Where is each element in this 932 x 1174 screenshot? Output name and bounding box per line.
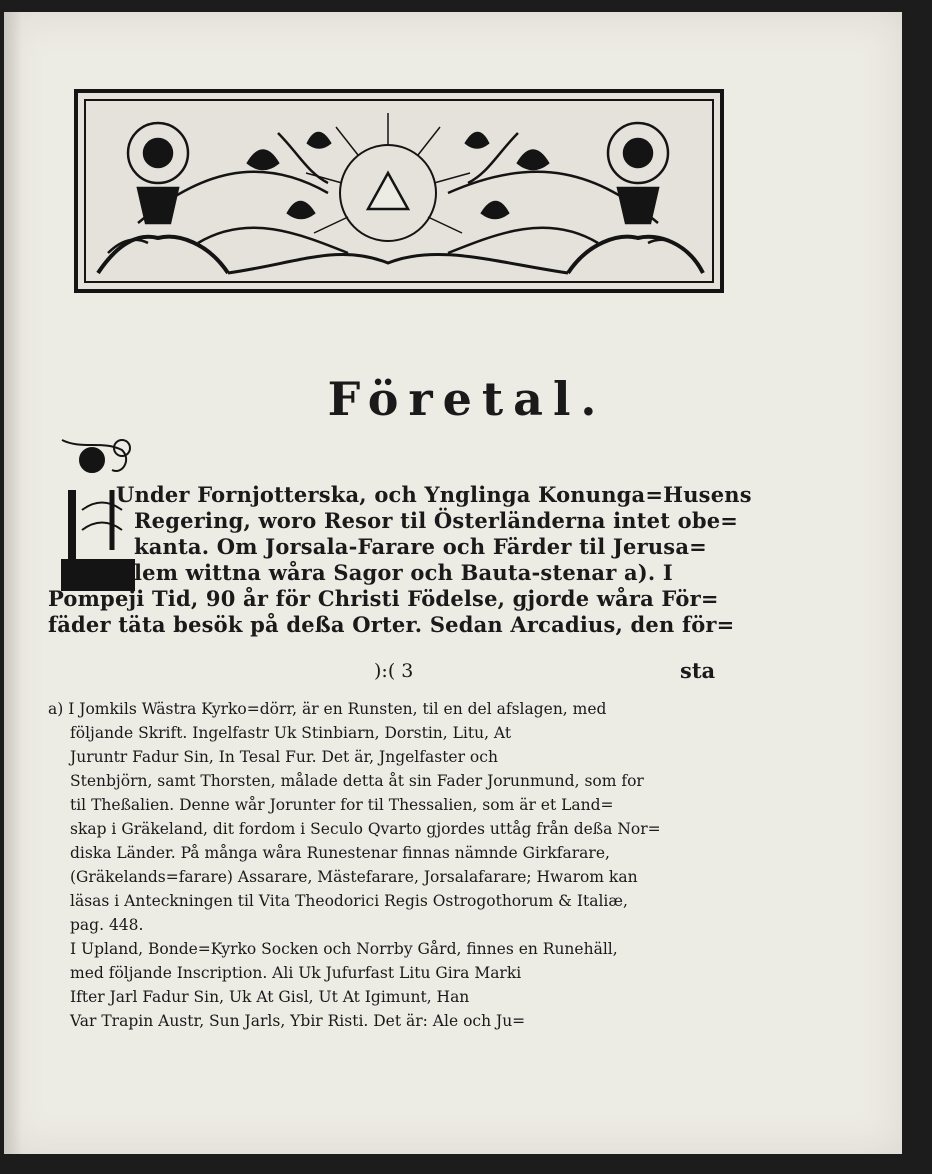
footnote-line: Stenbjörn, samt Thorsten, målade detta åt sin Fader Jorunmund, som for	[70, 772, 644, 790]
footnote-line: följande Skrift. Ingelfastr Uk Stinbiarn, Dorstin, Litu, At	[70, 724, 512, 742]
body-text-line: Pompeji Tid, 90 år för Christi Födelse, gjorde wåra För=	[48, 586, 719, 611]
drop-cap-ornament	[52, 430, 142, 596]
footnote-line: diska Länder. På många wåra Runestenar finnas nämnde Girkfarare,	[70, 844, 610, 862]
footnote-line: Juruntr Fadur Sin, In Tesal Fur. Det är, Jngelfaster och	[70, 748, 498, 766]
page-title: Företal.	[327, 372, 607, 426]
catchword: sta	[680, 658, 716, 683]
footnote-line: läsas i Anteckningen til Vita Theodorici Regis Ostrogothorum & Italiæ,	[70, 892, 628, 910]
signature-mark: ):( 3	[374, 660, 414, 682]
footnote-line: skap i Gräkeland, dit fordom i Seculo Qvarto gjordes uttåg från deßa Nor=	[70, 820, 661, 838]
body-text-line: Under Fornjotterska, och Ynglinga Konunga=Husens	[116, 482, 752, 507]
footnote-line: I Upland, Bonde=Kyrko Socken och Norrby Gård, finnes en Runehäll,	[70, 940, 618, 958]
footnote-line: a) I Jomkils Wästra Kyrko=dörr, är en Runsten, til en del afslagen, med	[48, 700, 607, 718]
body-text-line: kanta. Om Jorsala-Farare och Färder til Jerusa=	[134, 534, 707, 559]
book-page	[4, 12, 902, 1154]
page-gutter-shadow	[4, 12, 22, 1154]
headpiece-ornament-graphic	[78, 93, 720, 289]
body-text-line: fäder täta besök på deßa Orter. Sedan Arcadius, den för=	[48, 612, 735, 637]
footnote-line: pag. 448.	[70, 916, 144, 934]
ornamental-headpiece	[74, 89, 724, 293]
body-text-line: lem wittna wåra Sagor och Bauta-stenar a). I	[134, 560, 673, 585]
footnote-line: (Gräkelands=farare) Assarare, Mästefarare, Jorsalafarare; Hwarom kan	[70, 868, 638, 886]
body-text-line: Regering, woro Resor til Österländerna intet obe=	[134, 508, 739, 533]
footnote-line: med följande Inscription. Ali Uk Jufurfast Litu Gira Marki	[70, 964, 522, 982]
footnote-line: Ifter Jarl Fadur Sin, Uk At Gisl, Ut At Igimunt, Han	[70, 988, 470, 1006]
footnote-line: til Theßalien. Denne wår Jorunter for til Thessalien, som är et Land=	[70, 796, 614, 814]
footnote-line: Var Trapin Austr, Sun Jarls, Ybir Risti. Det är: Ale och Ju=	[70, 1012, 526, 1030]
